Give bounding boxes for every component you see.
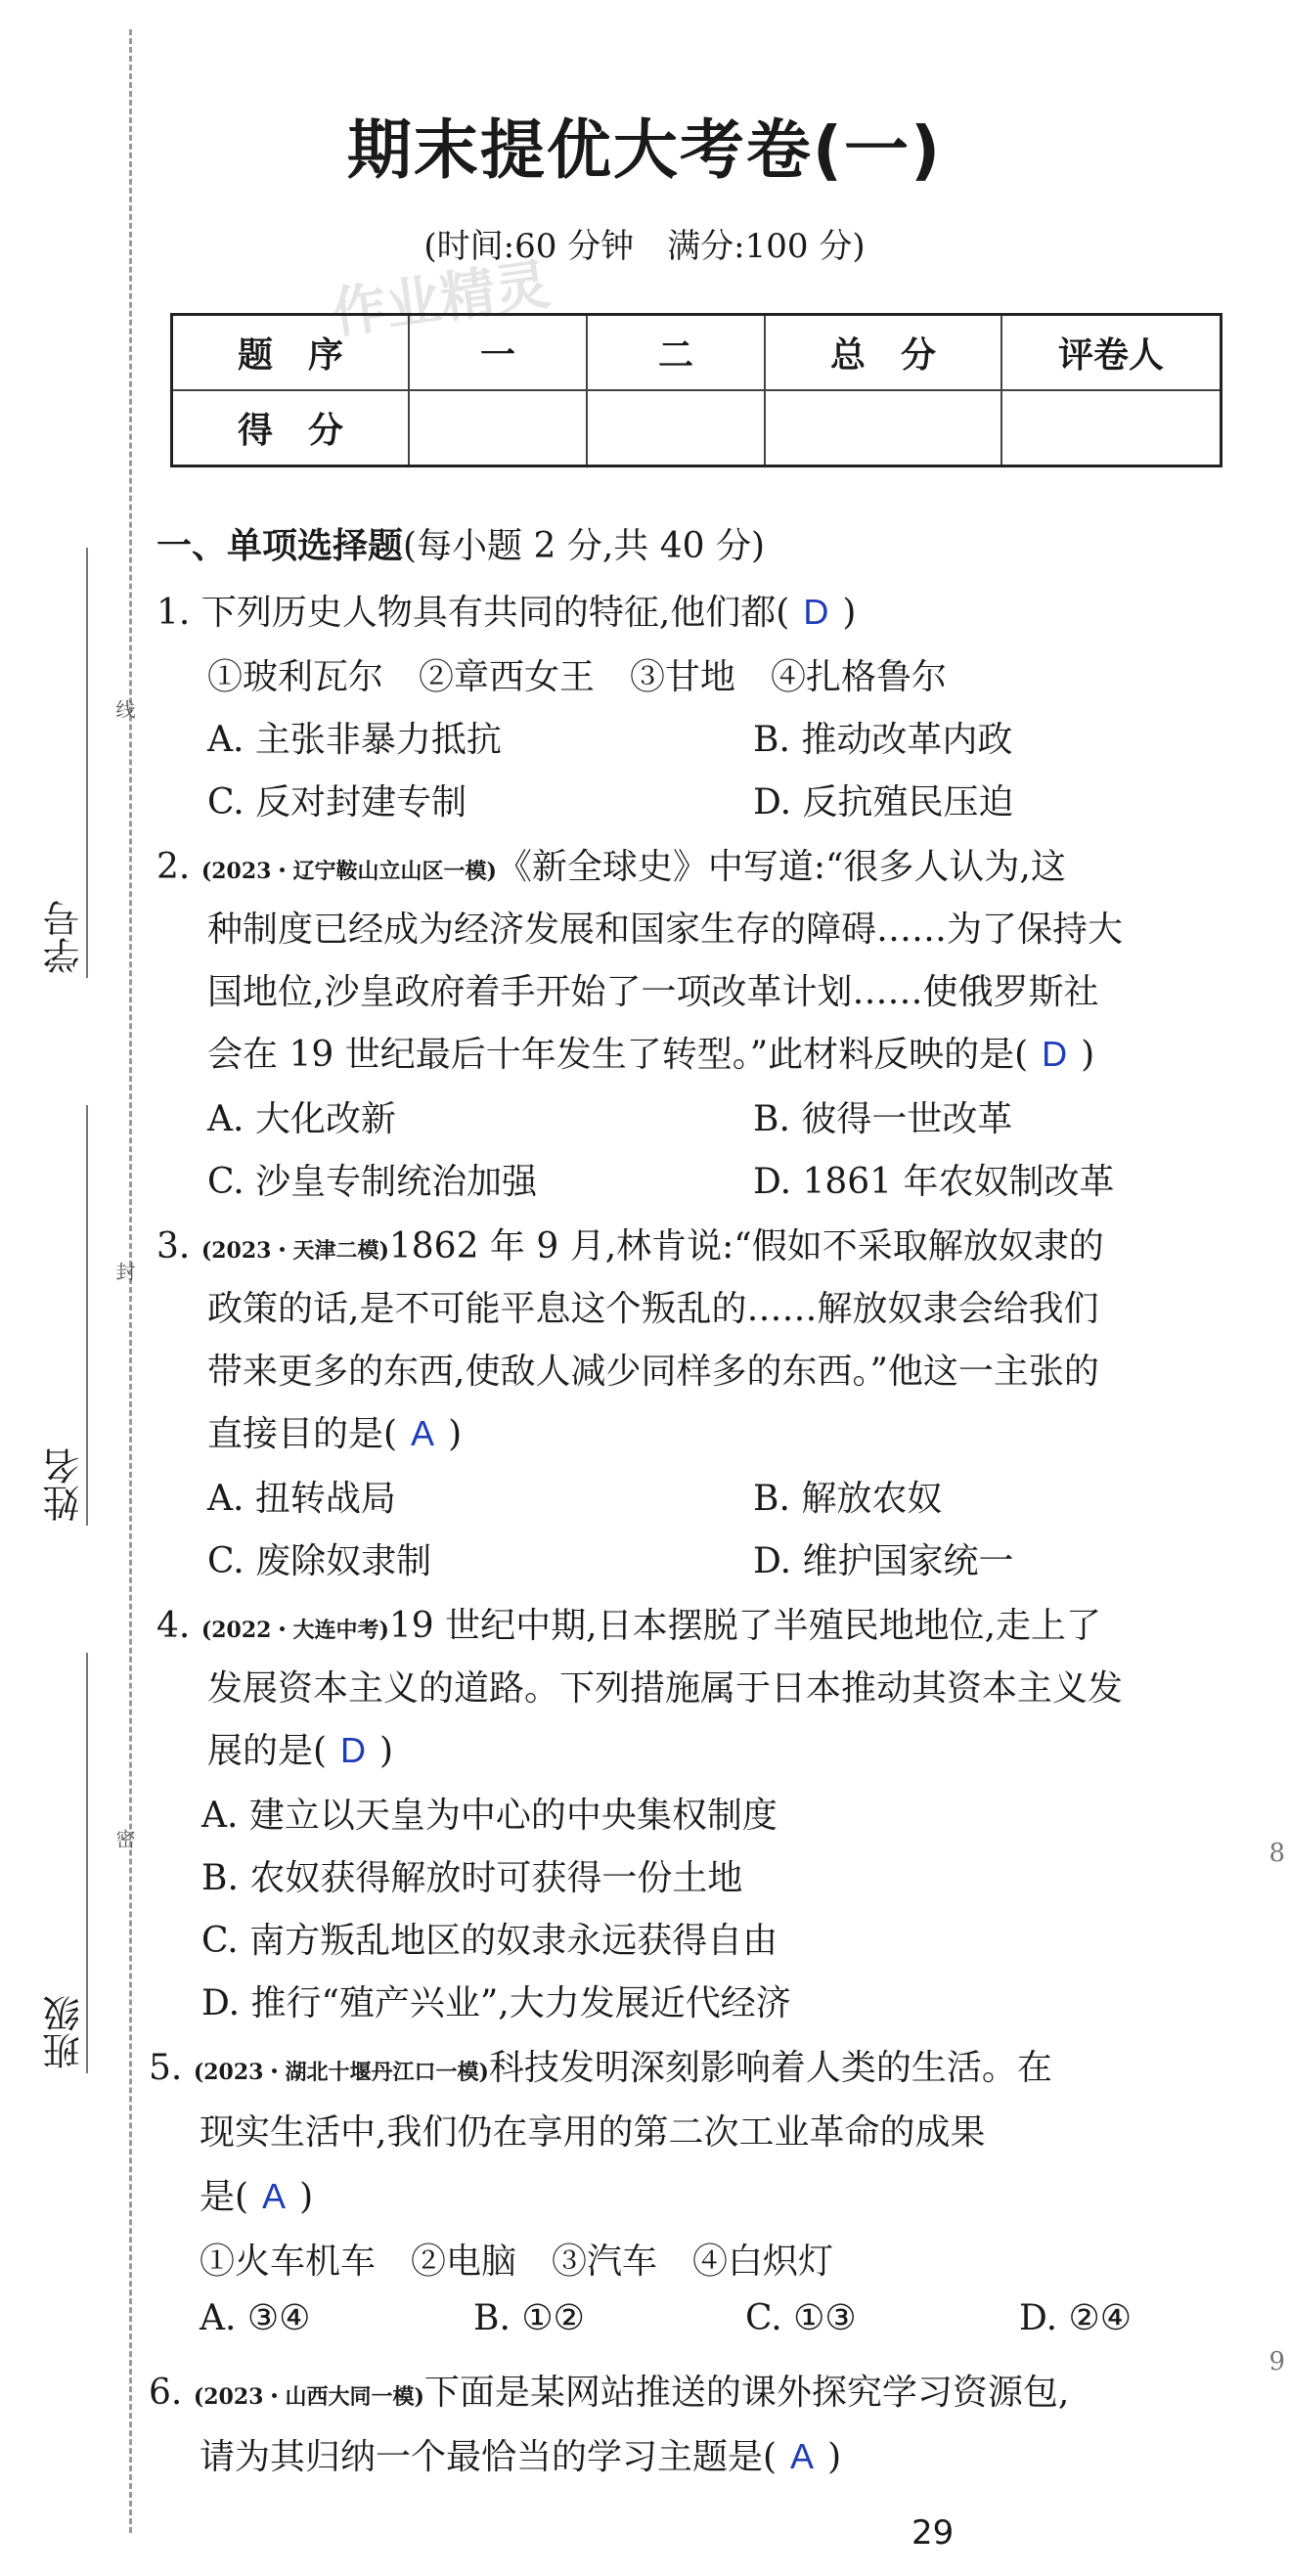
score-table [170, 313, 1222, 467]
question-number: 1. [156, 593, 191, 633]
edge-char: 8 [1268, 1839, 1285, 1868]
name-blank [86, 1105, 88, 1526]
class-label: 班级 [43, 1995, 86, 2069]
student-id-blank [86, 548, 88, 978]
question-text-line [207, 1723, 393, 1773]
option-a: A. 建立以天皇为中心的中央集权制度 [201, 1796, 778, 1836]
score-table-header-row [172, 315, 1222, 391]
answer-mark: A [411, 1413, 435, 1453]
option-a: A. 大化改新 [207, 1099, 396, 1139]
answer-mark: D [1042, 1034, 1068, 1074]
score-cell[interactable] [765, 390, 1001, 466]
binding-dashed-line [129, 29, 132, 2533]
question-text-line: 现实生活中,我们仍在享用的第二次工业革命的成果 [200, 2112, 986, 2153]
option-b: B. 彼得一世改革 [753, 1099, 1013, 1139]
question-text: 直接目的是( [207, 1414, 398, 1454]
answer-mark: D [340, 1730, 367, 1770]
question-1-stem [156, 585, 856, 635]
question-text: 1862 年 9 月,林肯说:“假如不采取解放奴隶的 [388, 1226, 1104, 1266]
score-cell[interactable] [409, 390, 587, 466]
question-number: 5. [149, 2048, 183, 2088]
option-a: A. ③④ [200, 2298, 311, 2338]
paren-close: ) [299, 2177, 314, 2217]
score-cell[interactable] [1001, 390, 1222, 466]
answer-mark: D [803, 592, 829, 632]
question-number: 4. [156, 1606, 191, 1646]
question-text: 下面是某网站推送的课外探究学习资源包, [423, 2373, 1070, 2413]
score-header-cell: 题 序 [172, 315, 410, 391]
watermark: 作业精灵 [328, 252, 555, 347]
question-text: 科技发明深刻影响着人类的生活。在 [488, 2048, 1052, 2088]
option-b: B. 推动改革内政 [753, 720, 1013, 760]
score-row-label: 得 分 [172, 390, 410, 466]
question-1-items: ①玻利瓦尔 ②章西女王 ③甘地 ④扎格鲁尔 [207, 657, 948, 697]
paren-close: ) [379, 1731, 394, 1771]
question-number: 2. [156, 847, 191, 887]
option-c: C. ①③ [745, 2298, 857, 2338]
question-text: 请为其归纳一个最恰当的学习主题是( [200, 2437, 778, 2477]
page-title: 期末提优大考卷(一) [346, 112, 943, 188]
question-number: 6. [149, 2373, 183, 2413]
option-c: C. 南方叛乱地区的奴隶永远获得自由 [201, 1921, 778, 1961]
paren-close: ) [1081, 1035, 1095, 1075]
option-a: A. 扭转战局 [207, 1479, 396, 1519]
answer-mark: A [790, 2436, 815, 2476]
question-source: (2023・湖北十堰丹江口一模) [193, 2060, 489, 2085]
option-d: D. 维护国家统一 [753, 1541, 1014, 1581]
question-text-line [200, 2169, 313, 2219]
option-d: D. 反抗殖民压迫 [753, 782, 1014, 822]
name-label: 姓名 [43, 1447, 86, 1522]
student-id-label: 学号 [43, 900, 86, 974]
paren-close: ) [448, 1414, 463, 1454]
option-b: B. 解放农奴 [753, 1479, 943, 1519]
question-text-line: 带来更多的东西,使敌人减少同样多的东西。”他这一主张的 [207, 1352, 1099, 1392]
question-text: 展的是( [207, 1731, 328, 1771]
page-number: 29 [911, 2513, 955, 2553]
line-mark: 线 [112, 699, 136, 719]
question-text-line [200, 2429, 841, 2479]
score-header-cell: 二 [587, 315, 765, 391]
seal-mark: 封 [112, 1262, 136, 1281]
option-d: D. 推行“殖产兴业”,大力发展近代经济 [201, 1983, 791, 2023]
question-text-line [207, 1027, 1094, 1077]
option-d: D. 1861 年农奴制改革 [753, 1162, 1115, 1202]
edge-char: 9 [1268, 2347, 1285, 2376]
question-4-stem [156, 1598, 1101, 1648]
question-text-line: 政策的话,是不可能平息这个叛乱的……解放奴隶会给我们 [207, 1289, 1099, 1329]
question-3-stem [156, 1219, 1104, 1268]
section-heading [156, 518, 765, 568]
score-header-cell: 一 [409, 315, 587, 391]
option-b: B. 农奴获得解放时可获得一份土地 [201, 1858, 743, 1898]
question-text: 是( [200, 2177, 249, 2217]
option-c: C. 沙皇专制统治加强 [207, 1162, 538, 1202]
option-d: D. ②④ [1019, 2298, 1133, 2338]
class-blank [86, 1653, 88, 2073]
option-b: B. ①② [473, 2298, 585, 2338]
score-table-score-row [172, 390, 1222, 466]
paren-close: ) [842, 593, 857, 633]
option-c: C. 反对封建专制 [207, 782, 467, 822]
question-source: (2023・辽宁鞍山立山区一模) [200, 859, 497, 884]
section-title: 一、单项选择题 [156, 526, 404, 566]
option-a: A. 主张非暴力抵抗 [207, 720, 502, 760]
question-text: 《新全球史》中写道:“很多人认为,这 [496, 847, 1066, 887]
option-c: C. 废除奴隶制 [207, 1541, 432, 1581]
question-text: 下列历史人物具有共同的特征,他们都( [200, 593, 790, 633]
answer-mark: A [262, 2176, 287, 2216]
question-text-line: 国地位,沙皇政府着手开始了一项改革计划……使俄罗斯社 [207, 972, 1099, 1012]
section-note: (每小题 2 分,共 40 分) [403, 526, 766, 566]
question-text: 会在 19 世纪最后十年发生了转型。”此材料反映的是( [207, 1035, 1029, 1075]
question-6-stem [149, 2365, 1069, 2415]
question-source: (2023・天津二模) [200, 1238, 389, 1264]
question-source: (2023・山西大同一模) [193, 2384, 424, 2410]
exam-subtitle: (时间:60 分钟 满分:100 分) [423, 227, 866, 266]
score-header-cell: 总 分 [765, 315, 1001, 391]
score-header-cell: 评卷人 [1001, 315, 1222, 391]
question-text-line: 发展资本主义的道路。下列措施属于日本推动其资本主义发 [207, 1668, 1124, 1709]
question-5-items: ①火车机车 ②电脑 ③汽车 ④白炽灯 [200, 2242, 834, 2282]
question-5-stem [149, 2040, 1052, 2090]
score-cell[interactable] [587, 390, 765, 466]
close-mark: 密 [112, 1829, 136, 1848]
question-number: 3. [156, 1226, 191, 1266]
question-2-stem [156, 839, 1066, 889]
question-text: 19 世纪中期,日本摆脱了半殖民地地位,走上了 [388, 1606, 1102, 1646]
question-source: (2022・大连中考) [200, 1618, 389, 1643]
question-text-line: 种制度已经成为经济发展和国家生存的障碍……为了保持大 [207, 910, 1124, 950]
paren-close: ) [827, 2437, 842, 2477]
question-text-line [207, 1406, 462, 1456]
